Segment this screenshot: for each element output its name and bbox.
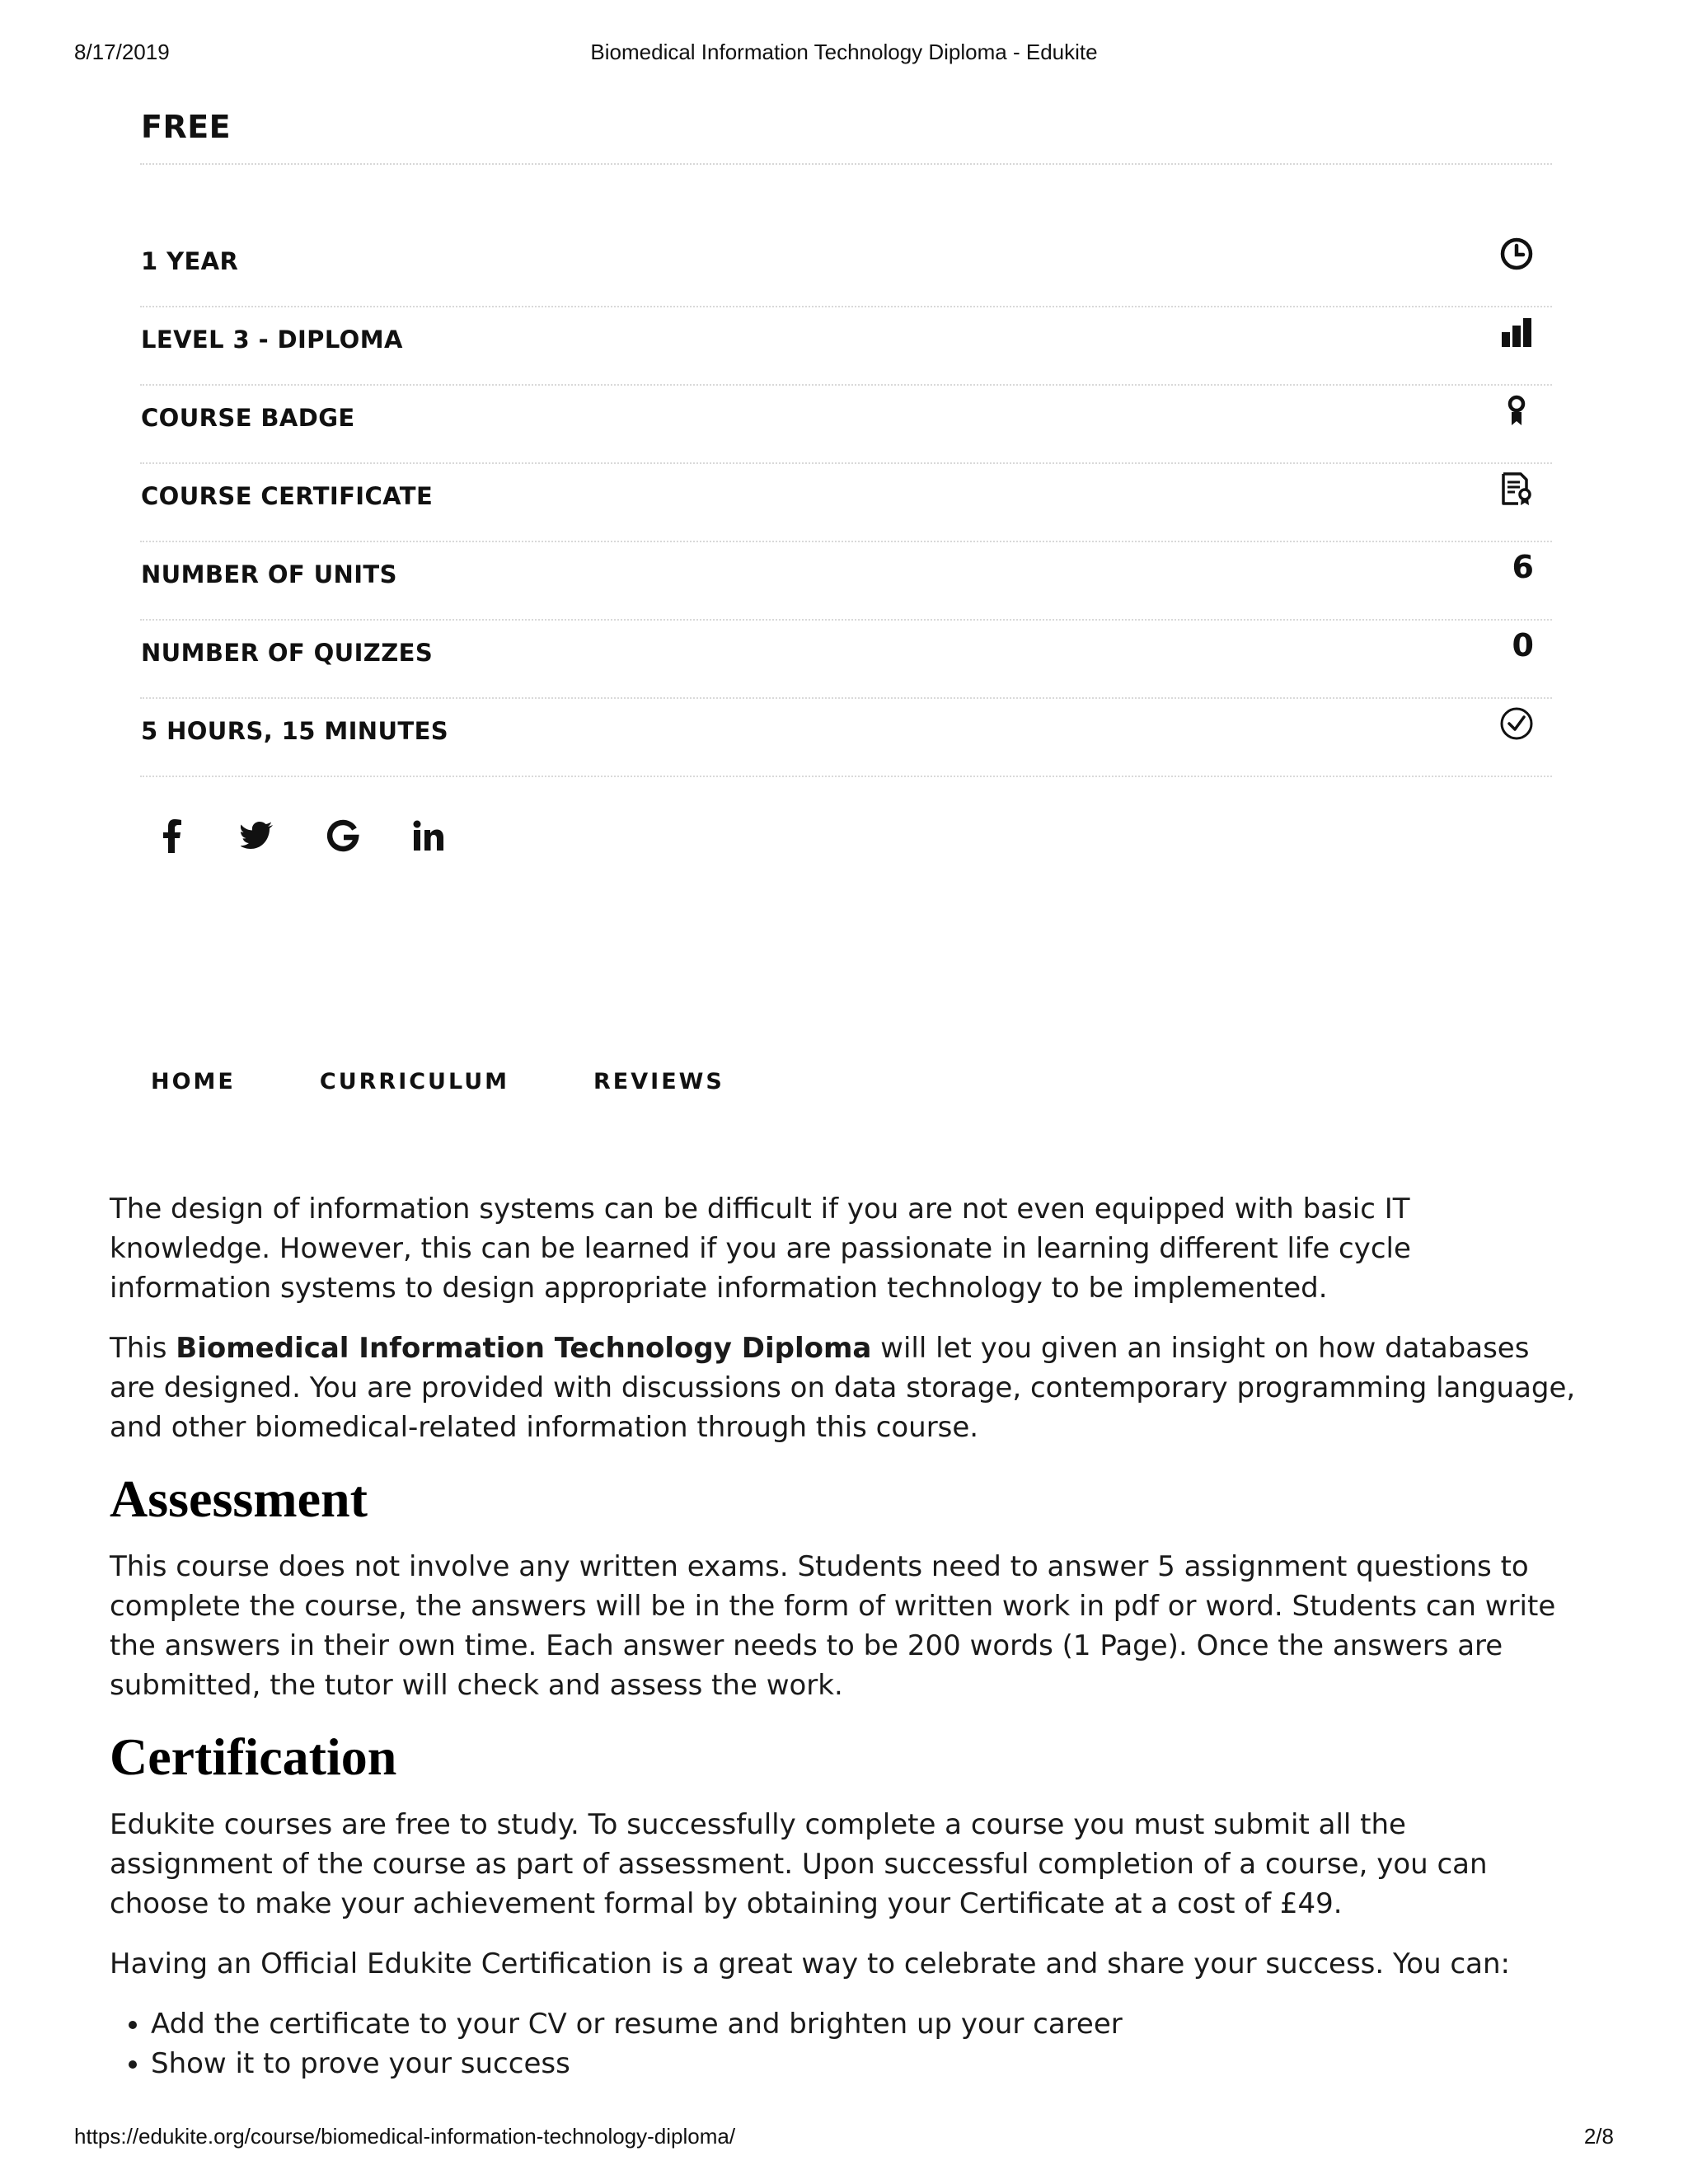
- check-clock-icon: [1496, 703, 1537, 744]
- certification-heading: Certification: [110, 1727, 397, 1786]
- quizzes-count: 0: [1512, 627, 1534, 663]
- assessment-heading: Assessment: [110, 1469, 368, 1528]
- info-row-time: [140, 699, 1552, 777]
- info-label: 5 HOURS, 15 MINUTES: [141, 717, 449, 745]
- info-label: COURSE CERTIFICATE: [141, 482, 434, 510]
- divider: [140, 163, 1552, 165]
- print-footer: [74, 2124, 1614, 2152]
- badge-icon: [1496, 390, 1537, 431]
- benefits-list: [110, 2004, 1577, 2083]
- course-info-list: [140, 229, 1552, 777]
- tab-curriculum[interactable]: CURRICULUM: [319, 1069, 510, 1094]
- info-label: NUMBER OF UNITS: [141, 560, 397, 588]
- social-share: [152, 816, 448, 855]
- course-description: [110, 1189, 1577, 2083]
- info-label: NUMBER OF QUIZZES: [141, 639, 434, 667]
- info-row-units: [140, 542, 1552, 621]
- course-tabs: [151, 1069, 809, 1094]
- benefits-intro: Having an Official Edukite Certification is a great way to celebrate and share your success. You can:: [110, 1947, 1510, 1980]
- info-label: COURSE BADGE: [141, 404, 355, 432]
- facebook-icon[interactable]: [152, 816, 191, 855]
- print-title: Biomedical Information Technology Diploma - Edukite: [590, 40, 1098, 64]
- description-paragraph: This Biomedical Information Technology Diploma will let you given an insight on how databases are designed. You are provided with discussions on data storage, contemporary programming language, and other biomedical-related information through this course.: [110, 1332, 1576, 1444]
- linkedin-icon[interactable]: [409, 816, 448, 855]
- info-label: 1 YEAR: [141, 247, 239, 275]
- info-label: LEVEL 3 - DIPLOMA: [141, 326, 403, 354]
- course-price: FREE: [141, 109, 232, 145]
- info-row-duration: [140, 229, 1552, 307]
- google-icon[interactable]: [323, 816, 363, 855]
- twitter-icon[interactable]: [237, 816, 277, 855]
- clock-icon: [1496, 233, 1537, 274]
- info-row-badge: [140, 386, 1552, 464]
- list-item: • Add the certificate to your CV or resume and brighten up your career: [151, 2004, 1577, 2044]
- certificate-icon: [1496, 468, 1537, 509]
- print-date: 8/17/2019: [74, 40, 170, 64]
- list-item: • Show it to prove your success: [151, 2044, 1577, 2083]
- assessment-paragraph: This course does not involve any written exams. Students need to answer 5 assignment questions to complete the course, the answers will be in the form of written work in pdf or word. Students can write the answers in their own time. Each answer needs to be 200 words (1 Page). Once the answers are submitted, the tutor will check and assess the work.: [110, 1550, 1556, 1702]
- print-url: https://edukite.org/course/biomedical-information-technology-diploma/: [74, 2124, 736, 2149]
- course-name: Biomedical Information Technology Diploma: [176, 1332, 872, 1365]
- info-row-certificate: [140, 464, 1552, 542]
- certification-paragraph: Edukite courses are free to study. To successfully complete a course you must submit all the assignment of the course as part of assessment. Upon successful completion of a course, you can choose to make your achievement formal by obtaining your Certificate at a cost of £49.: [110, 1808, 1488, 1920]
- tab-home[interactable]: HOME: [151, 1069, 236, 1094]
- intro-paragraph: The design of information systems can be difficult if you are not even equipped with basic IT knowledge. However, this can be learned if you are passionate in learning different life cycle information systems to design appropriate information technology to be implemented.: [110, 1193, 1411, 1305]
- tab-reviews[interactable]: REVIEWS: [593, 1069, 724, 1094]
- units-count: 6: [1512, 549, 1534, 585]
- info-row-quizzes: [140, 621, 1552, 699]
- bar-chart-icon: [1496, 312, 1537, 353]
- info-row-level: [140, 307, 1552, 386]
- page-number: 2/8: [1583, 2124, 1614, 2149]
- print-header: [74, 40, 1614, 68]
